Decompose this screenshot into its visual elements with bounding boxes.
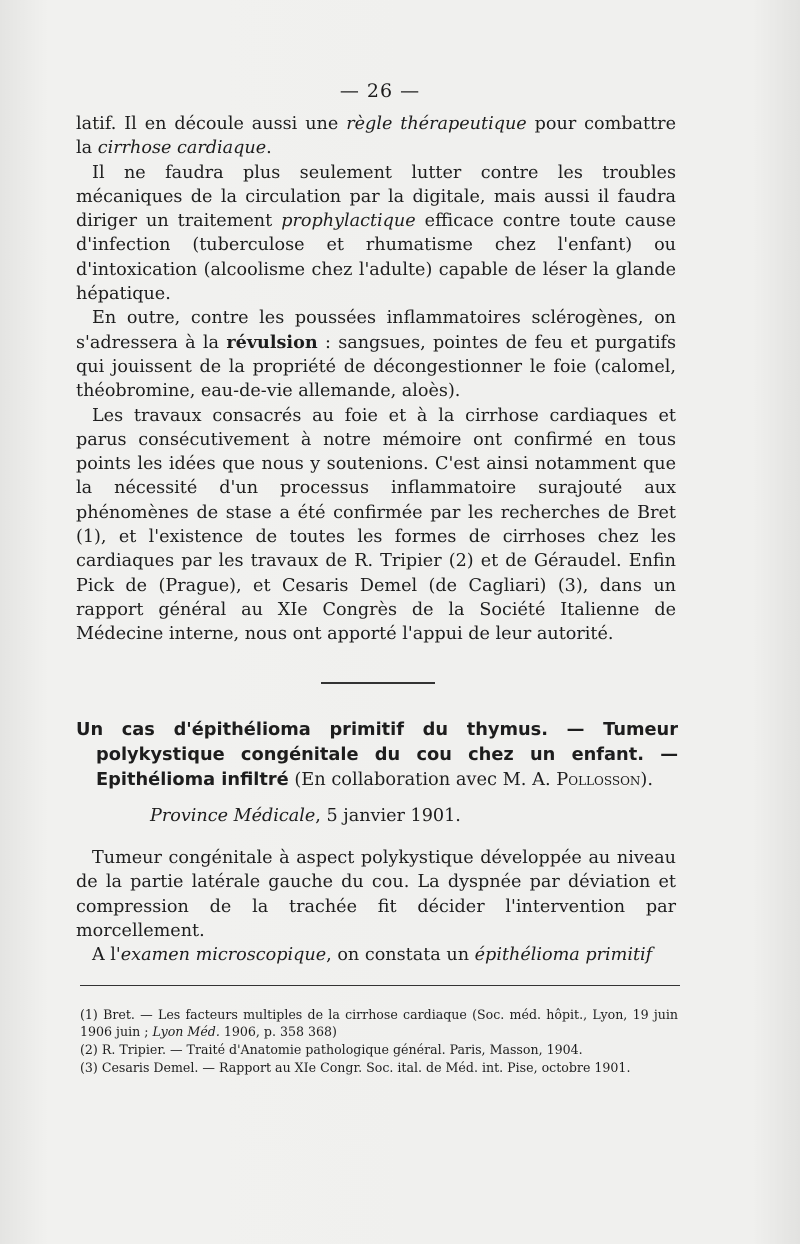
footnotes <box>78 1005 678 1076</box>
footnote-3: (3) Cesaris Demel. — Rapport au XIe Congr. Soc. ital. de Méd. int. Pise, octobre 1901. <box>80 1060 631 1075</box>
paragraph-2 <box>76 161 676 307</box>
paragraph-1 <box>76 112 676 161</box>
text-run: A l' <box>92 945 121 966</box>
journal-name: Province Médicale <box>150 806 316 826</box>
section-divider <box>321 682 435 684</box>
heading-collab: (En collaboration avec M. A. <box>288 768 557 790</box>
italic-run: épithélioma primitif <box>474 945 653 966</box>
text-run: (1) Bret. — Les facteurs multiples de la cirrhose cardiaque (Soc. méd. hôpit., Lyon, 19 juin 1906 juin ; <box>80 1007 678 1039</box>
paragraph-5: Tumeur congénitale à aspect polykystique développée au niveau de la partie latérale gauche du cou. La dyspnée par déviation et compression de la trachée fit décider l'intervention par morcellement. <box>76 848 676 941</box>
page-number: — 26 — <box>339 80 421 102</box>
italic-run: règle thérapeutique <box>346 114 527 134</box>
paragraph-4: Les travaux consacrés au foie et à la cirrhose cardiaques et parus consécutivement à notre mémoire ont confirmé en tous points les idées que nous y soutenions. C'est ainsi notamment que la nécessité d'un processus inflammatoire surajouté aux phénomènes de stase a été confirmée par les recherches de Bret (1), et l'existence de toutes les formes de cirrhoses chez les cardiaques par les travaux de R. Tripier (2) et de Géraudel. Enfin Pick de (Prague), et Cesaris Demel (de Cagliari) (3), dans un rapport général au XIe Congrès de la Société Italienne de Médecine interne, nous ont apporté l'appui de leur autorité. <box>76 405 676 645</box>
text-run: pour combattre la <box>76 114 676 159</box>
article-heading <box>76 718 678 792</box>
heading-close: ). <box>640 768 654 790</box>
footnote-1 <box>78 1006 678 1040</box>
text-run: : sangsues, pointes de feu et purgatifs qui jouissent de la propriété de décongestionner le foie (calomel, théobromine, eau-de-vie allemande, aloès). <box>76 332 676 402</box>
body-section-1 <box>76 112 676 647</box>
footnote-2: (2) R. Tripier. — Traité d'Anatomie pathologique général. Paris, Masson, 1904. <box>80 1042 583 1057</box>
footnote-divider <box>80 985 680 986</box>
paragraph-3 <box>76 306 676 403</box>
article-source <box>150 804 650 828</box>
text-run: efficace contre toute cause d'infection (tuberculose et rhumatisme chez l'enfant) ou d'intoxication (alcoolisme chez l'adulte) capable de léser la glande hépatique. <box>76 211 676 305</box>
text-run: , on constata un <box>326 945 475 966</box>
italic-run: cirrhose cardiaque <box>97 138 267 159</box>
text-run: 1906, p. 358 368) <box>219 1024 337 1039</box>
body-section-2 <box>76 846 676 967</box>
paragraph-6 <box>76 943 676 967</box>
heading-title: Un cas d'épithélioma primitif du thymus. — Tumeur polykystique congénitale du cou chez un enfant. — Epithélioma infiltré <box>76 719 678 790</box>
italic-run: prophylactique <box>281 211 416 232</box>
bold-run: révulsion <box>226 331 318 353</box>
text-run: latif. Il en découle aussi une <box>76 114 347 134</box>
text-run: Il ne faudra plus seulement lutter contre les troubles mécaniques de la circulation par la digitale, mais aussi il faudra diriger un traitement <box>76 162 676 232</box>
text-run: . <box>266 138 272 159</box>
italic-run: Lyon Méd. <box>152 1024 220 1039</box>
italic-run: examen microscopique <box>120 945 327 966</box>
journal-date: , 5 janvier 1901. <box>315 806 461 826</box>
text-run: En outre, contre les poussées inflammatoires sclérogènes, on s'adressera à la <box>76 308 676 353</box>
heading-author: Pollosson <box>556 768 641 790</box>
